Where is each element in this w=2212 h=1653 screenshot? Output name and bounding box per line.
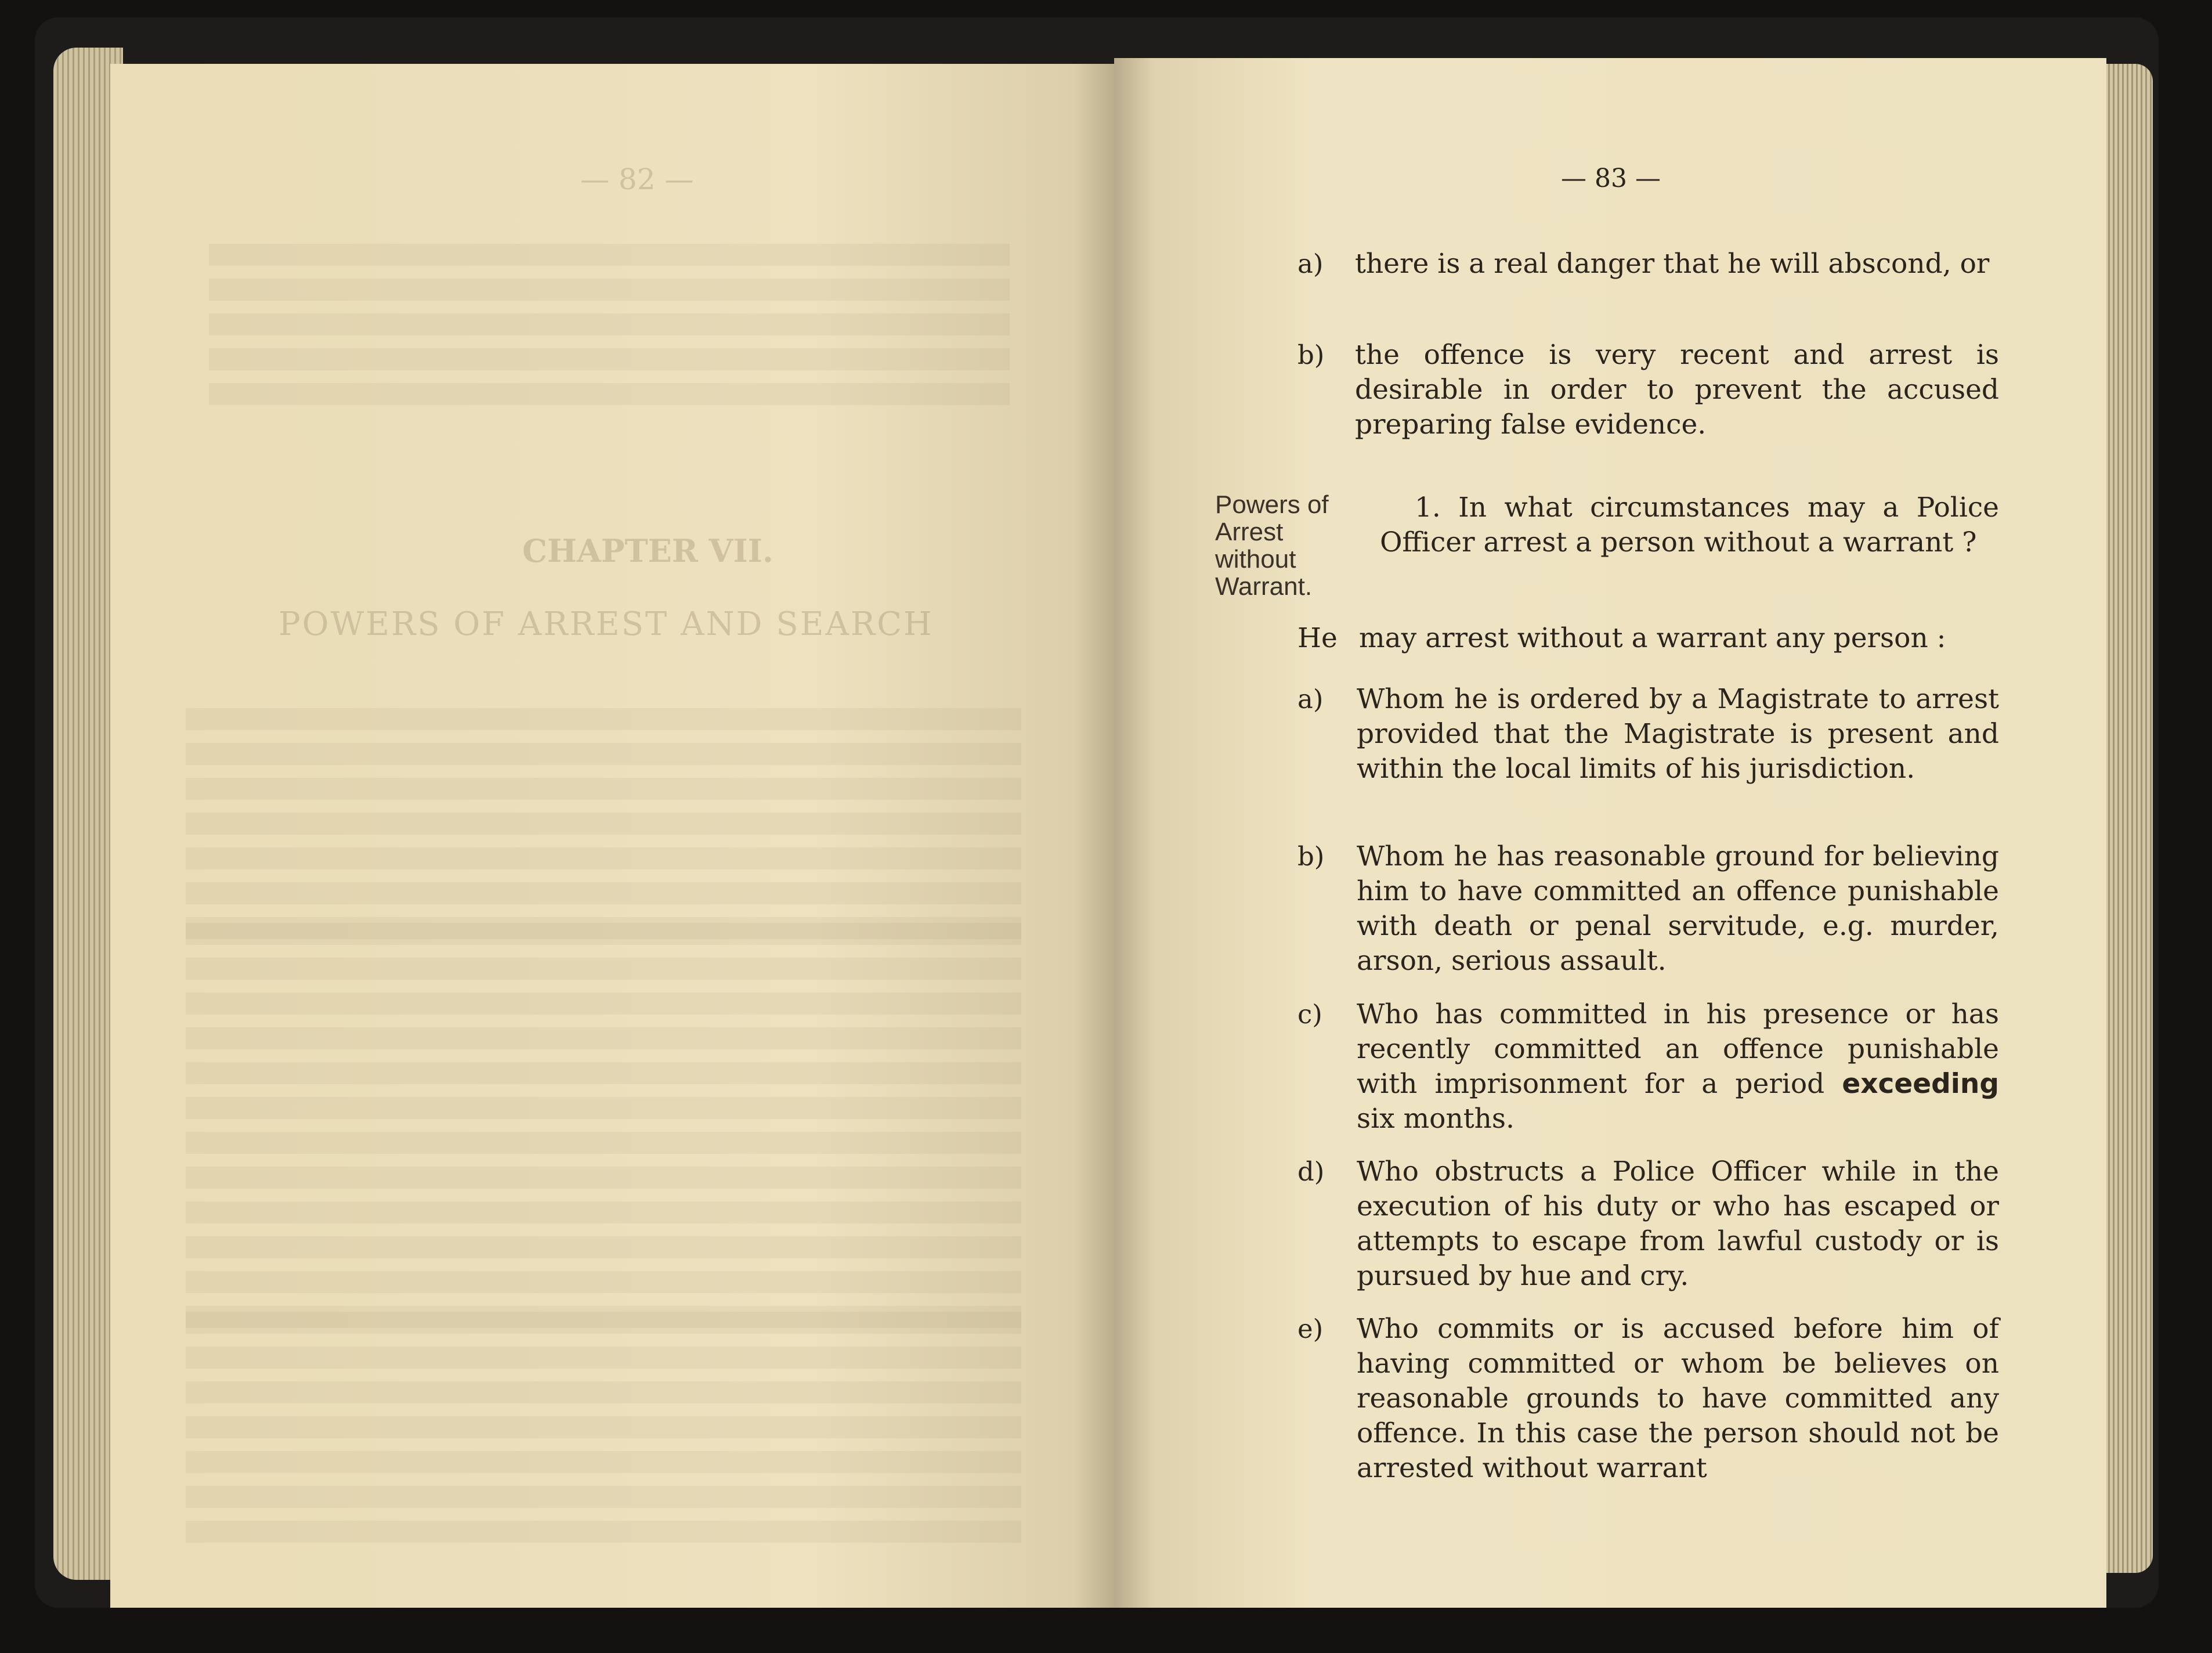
left-bleed-block-2 bbox=[186, 708, 1021, 952]
item-text: Who commits or is accused before him of having committed or whom be believes on reasonable grounds to have committed any offence. In this case the person should not be arrested without warrant bbox=[1357, 1313, 1999, 1484]
left-chapter: CHAPTER VII. bbox=[522, 532, 774, 569]
page-number: — 83 — bbox=[1561, 164, 1661, 193]
item-label: a) bbox=[1297, 248, 1324, 279]
sidenote-line: Warrant. bbox=[1215, 572, 1313, 601]
lead-word: He bbox=[1297, 622, 1338, 654]
item-text-part: six months. bbox=[1357, 1103, 1515, 1135]
item-text: Whom he is ordered by a Magistrate to arrest provided that the Magistrate is present and within the local limits of his jurisdiction. bbox=[1357, 683, 1999, 785]
item-label: b) bbox=[1297, 340, 1325, 370]
item-text-part: Who has committed in his presence or has recently committed an offence punishable with imprisonment for a period bbox=[1357, 998, 1999, 1100]
item-emphasis: exceeding bbox=[1842, 1068, 1999, 1100]
item-label: c) bbox=[1297, 999, 1322, 1030]
item-label: b) bbox=[1297, 841, 1325, 872]
item-text: Whom he has reasonable ground for believing him to have committed an offence punishable with death or penal servitude, e.g. murder, arson, serious assault. bbox=[1357, 840, 1999, 977]
item-label: a) bbox=[1297, 684, 1324, 714]
item-text bbox=[1357, 997, 1999, 1136]
left-bleed-block-1 bbox=[209, 244, 1010, 418]
left-bleed-block-4 bbox=[186, 1312, 1021, 1544]
lead-text: may arrest without a warrant any person : bbox=[1359, 622, 1946, 654]
left-heading: POWERS OF ARREST AND SEARCH bbox=[279, 605, 934, 643]
right-page-edges bbox=[2101, 64, 2153, 1573]
left-bleed-block-3 bbox=[186, 923, 1021, 1329]
sidenote-line: Powers of bbox=[1215, 490, 1329, 519]
item-text: there is a real danger that he will abscond, or bbox=[1355, 248, 1990, 280]
item-text: Who obstructs a Police Officer while in the execution of his duty or who has escaped or attempts to escape from lawful custody or is pursued by hue and cry. bbox=[1357, 1156, 1999, 1292]
sidenote bbox=[1215, 491, 1329, 600]
item-label: d) bbox=[1297, 1156, 1325, 1187]
left-page-number: — 82 — bbox=[580, 163, 694, 196]
item-label: e) bbox=[1297, 1313, 1324, 1344]
question: 1. In what circumstances may a Police Officer arrest a person without a warrant ? bbox=[1380, 492, 1999, 558]
item-text: the offence is very recent and arrest is desirable in order to prevent the accused preparing false evidence. bbox=[1355, 339, 1999, 441]
sidenote-line: without bbox=[1215, 545, 1296, 573]
left-page bbox=[110, 64, 1114, 1608]
sidenote-line: Arrest bbox=[1215, 518, 1284, 546]
